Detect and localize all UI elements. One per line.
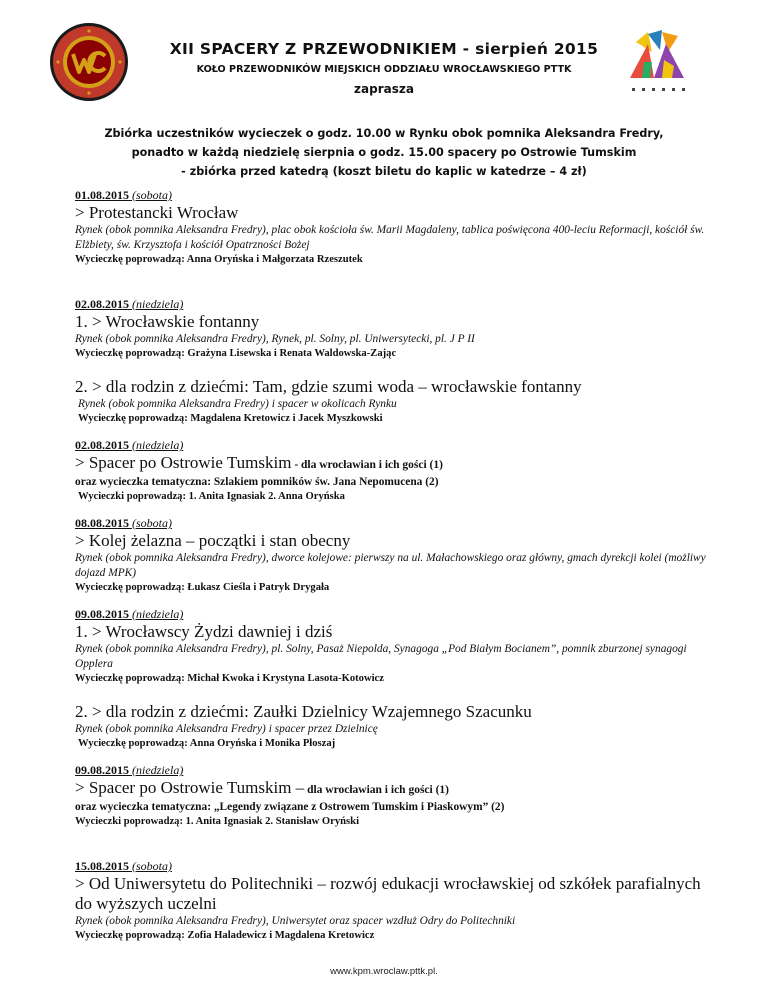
event-guides: Wycieczkę poprowadzą: Zofia Haladewicz i Magdalena Kretowicz <box>75 930 375 941</box>
event-guides: Wycieczkę poprowadzą: Anna Oryńska i Monika Płoszaj <box>78 738 336 749</box>
event-date: 09.08.2015 (niedziela) <box>75 763 184 777</box>
event-item <box>75 188 715 267</box>
event-route: Rynek (obok pomnika Aleksandra Fredry), Rynek, pl. Solny, pl. Uniwersytecki, pl. J P II <box>75 333 475 345</box>
event-day: (sobota) <box>132 188 172 202</box>
event-day: (niedziela) <box>132 607 184 621</box>
event-item <box>75 607 715 751</box>
event-date: 08.08.2015 (sobota) <box>75 516 172 530</box>
event-date: 02.08.2015 (niedziela) <box>75 297 184 311</box>
event-title: > Protestancki Wrocław <box>75 203 239 222</box>
event-title: > Spacer po Ostrowie Tumskim - dla wrocławian i ich gości (1) <box>75 453 443 472</box>
meeting-info <box>40 124 728 181</box>
event-day: (niedziela) <box>132 297 184 311</box>
event-guides: Wycieczkę poprowadzą: Łukasz Cieśla i Patryk Drygała <box>75 582 330 593</box>
event-route: Rynek (obok pomnika Aleksandra Fredry), Uniwersytet oraz spacer wzdłuż Odry do Politechniki <box>75 915 516 927</box>
event-route: Rynek (obok pomnika Aleksandra Fredry), pl. Solny, Pasaż Niepolda, Synagoga „Pod Białym Bocianem”, pomnik zburzonej synagogi Opplera <box>75 643 687 670</box>
meeting-info-line: Zbiórka uczestników wycieczek o godz. 10.00 w Rynku obok pomnika Aleksandra Fredry, <box>104 127 664 140</box>
event-extra: oraz wycieczka tematyczna: „Legendy związane z Ostrowem Tumskim i Piaskowym” (2) <box>75 801 505 813</box>
event-guides: Wycieczkę poprowadzą: Michał Kwoka i Krystyna Lasota-Kotowicz <box>75 673 384 684</box>
event-title: 1. > Wrocławskie fontanny <box>75 312 260 331</box>
event-item <box>75 859 715 943</box>
header <box>0 0 768 110</box>
event-guides: Wycieczki poprowadzą: 1. Anita Ignasiak 2. Anna Oryńska <box>78 491 345 502</box>
event-guides: Wycieczkę poprowadzą: Grażyna Lisewska i Renata Waldowska-Zając <box>75 348 397 359</box>
wroclaw-city-logo <box>618 22 698 102</box>
event-route: Rynek (obok pomnika Aleksandra Fredry), plac obok kościoła św. Marii Magdaleny, tablica poświęcona 400-leciu Reformacji, kościół św. Elżbiety, św. Krzysztofa i kościół Opatrzności Bożej <box>75 224 705 251</box>
event-extra: oraz wycieczka tematyczna: Szlakiem pomników św. Jana Nepomucena (2) <box>75 476 439 488</box>
page-title: XII SPACERY Z PRZEWODNIKIEM - sierpień 2015 <box>169 40 599 58</box>
event-item <box>75 516 715 595</box>
meeting-info-line: - zbiórka przed katedrą (koszt biletu do kaplic w katedrze – 4 zł) <box>181 165 587 178</box>
event-guides: Wycieczki poprowadzą: 1. Anita Ignasiak 2. Stanisław Oryński <box>75 816 360 827</box>
footer-url: www.kpm.wroclaw.pttk.pl. <box>330 966 438 977</box>
event-item <box>75 297 715 426</box>
event-title: > Kolej żelazna – początki i stan obecny <box>75 531 351 550</box>
event-day: (sobota) <box>132 859 172 873</box>
event-subtitle: 2. > dla rodzin z dziećmi: Tam, gdzie szumi woda – wrocławskie fontanny <box>75 377 582 396</box>
event-guides: Wycieczkę poprowadzą: Magdalena Kretowicz i Jacek Myszkowski <box>78 413 383 424</box>
event-title-suffix: dla wrocławian i ich gości (1) <box>304 784 449 796</box>
meeting-info-line: ponadto w każdą niedzielę sierpnia o godz. 15.00 spacery po Ostrowie Tumskim <box>131 146 637 159</box>
event-item <box>75 763 715 829</box>
event-title: > Spacer po Ostrowie Tumskim – dla wrocławian i ich gości (1) <box>75 778 449 797</box>
event-route: Rynek (obok pomnika Aleksandra Fredry) i spacer przez Dzielnicę <box>75 723 378 735</box>
event-list <box>75 188 715 943</box>
event-title: 1. > Wrocławscy Żydzi dawniej i dziś <box>75 622 333 641</box>
event-route: Rynek (obok pomnika Aleksandra Fredry), dworce kolejowe: pierwszy na ul. Małachowskiego oraz główny, gmach dyrekcji kolei (możliwy dojazd MPK) <box>75 552 706 579</box>
event-guides: Wycieczkę poprowadzą: Anna Oryńska i Małgorzata Rzeszutek <box>75 254 363 265</box>
event-date: 09.08.2015 (niedziela) <box>75 607 184 621</box>
event-route: Rynek (obok pomnika Aleksandra Fredry) i spacer w okolicach Rynku <box>78 398 397 410</box>
invite-text: zaprasza <box>354 82 414 96</box>
event-title: > Od Uniwersytetu do Politechniki – rozwój edukacji wrocławskiej od szkółek parafialnych do wyższych uczelni <box>75 874 701 913</box>
event-day: (niedziela) <box>132 438 184 452</box>
event-subtitle: 2. > dla rodzin z dziećmi: Zaułki Dzielnicy Wzajemnego Szacunku <box>75 702 532 721</box>
event-day: (sobota) <box>132 516 172 530</box>
event-title-suffix: - dla wrocławian i ich gości (1) <box>291 459 443 471</box>
event-item <box>75 438 715 504</box>
organizer-name: KOŁO PRZEWODNIKÓW MIEJSKICH ODDZIAŁU WROCŁAWSKIEGO PTTK <box>196 64 572 75</box>
event-date: 01.08.2015 (sobota) <box>75 188 172 202</box>
event-day: (niedziela) <box>132 763 184 777</box>
event-date: 15.08.2015 (sobota) <box>75 859 172 873</box>
event-date: 02.08.2015 (niedziela) <box>75 438 184 452</box>
